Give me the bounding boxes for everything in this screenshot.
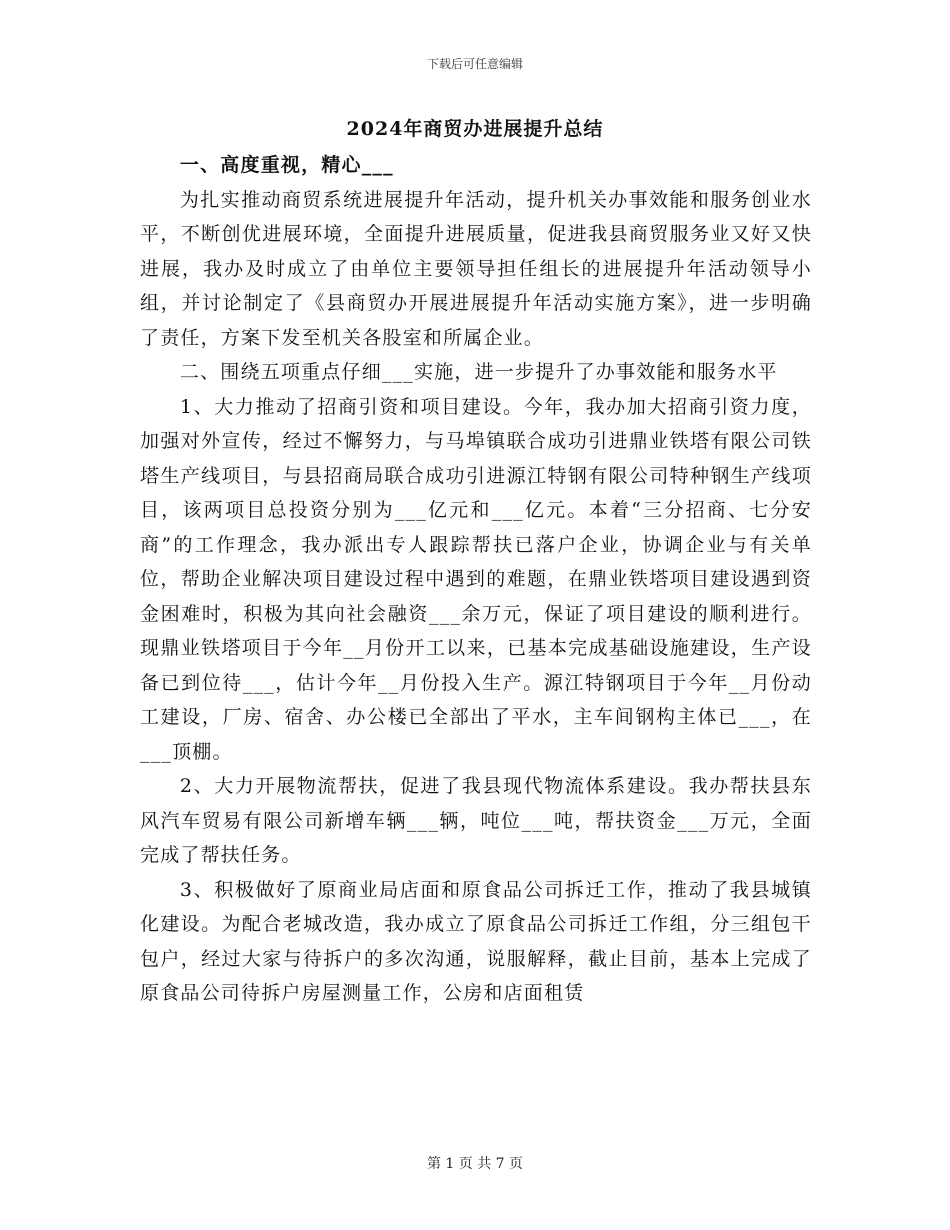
paragraph: 2、大力开展物流帮扶，促进了我县现代物流体系建设。我办帮扶县东风汽车贸易有限公司新增车辆___辆，吨位___吨，帮扶资金___万元，全面完成了帮扶任务。 (140, 775, 812, 866)
page-header: 下载后可任意编辑 (426, 57, 523, 71)
paragraph: 3、积极做好了原商业局店面和原食品公司拆迁工作，推动了我县城镇化建设。为配合老城改造，我办成立了原食品公司拆迁工作组，分三组包干包户，经过大家与待拆户的多次沟通，说服解释，截止目前，基本上完成了原食品公司待拆户房屋测量工作，公房和店面租赁 (140, 878, 812, 1004)
document-body (140, 148, 812, 1011)
document-title: 2024年商贸办进展提升总结 (346, 118, 604, 140)
section-heading: 一、高度重视，精心___ (179, 154, 394, 176)
paragraph: 二、围绕五项重点仔细___实施，进一步提升了办事效能和服务水平 (179, 361, 778, 383)
page-footer: 第 1 页 共 7 页 (426, 1156, 524, 1172)
paragraph: 1、大力推动了招商引资和项目建设。今年，我办加大招商引资力度，加强对外宣传，经过不懈努力，与马埠镇联合成功引进鼎业铁塔有限公司铁塔生产线项目，与县招商局联合成功引进源江特钢有限公司特种钢生产线项目，该两项目总投资分别为___亿元和___亿元。本着“三分招商、七分安商”的工作理念，我办派出专人跟踪帮扶已落户企业，协调企业与有关单位，帮助企业解决项目建设过程中遇到的难题，在鼎业铁塔项目建设遇到资金困难时，积极为其向社会融资___余万元，保证了项目建设的顺利进行。现鼎业铁塔项目于今年__月份开工以来，已基本完成基础设施建设，生产设备已到位待___，估计今年__月份投入生产。源江特钢项目于今年__月份动工建设，厂房、宿舍、办公楼已全部出了平水，主车间钢构主体已___，在___顶棚。 (140, 395, 812, 763)
paragraph: 为扎实推动商贸系统进展提升年活动，提升机关办事效能和服务创业水平，不断创优进展环境，全面提升进展质量，促进我县商贸服务业又好又快进展，我办及时成立了由单位主要领导担任组长的进展提升年活动领导小组，并讨论制定了《县商贸办开展进展提升年活动实施方案》，进一步明确了责任，方案下发至机关各股室和所属企业。 (140, 188, 812, 349)
